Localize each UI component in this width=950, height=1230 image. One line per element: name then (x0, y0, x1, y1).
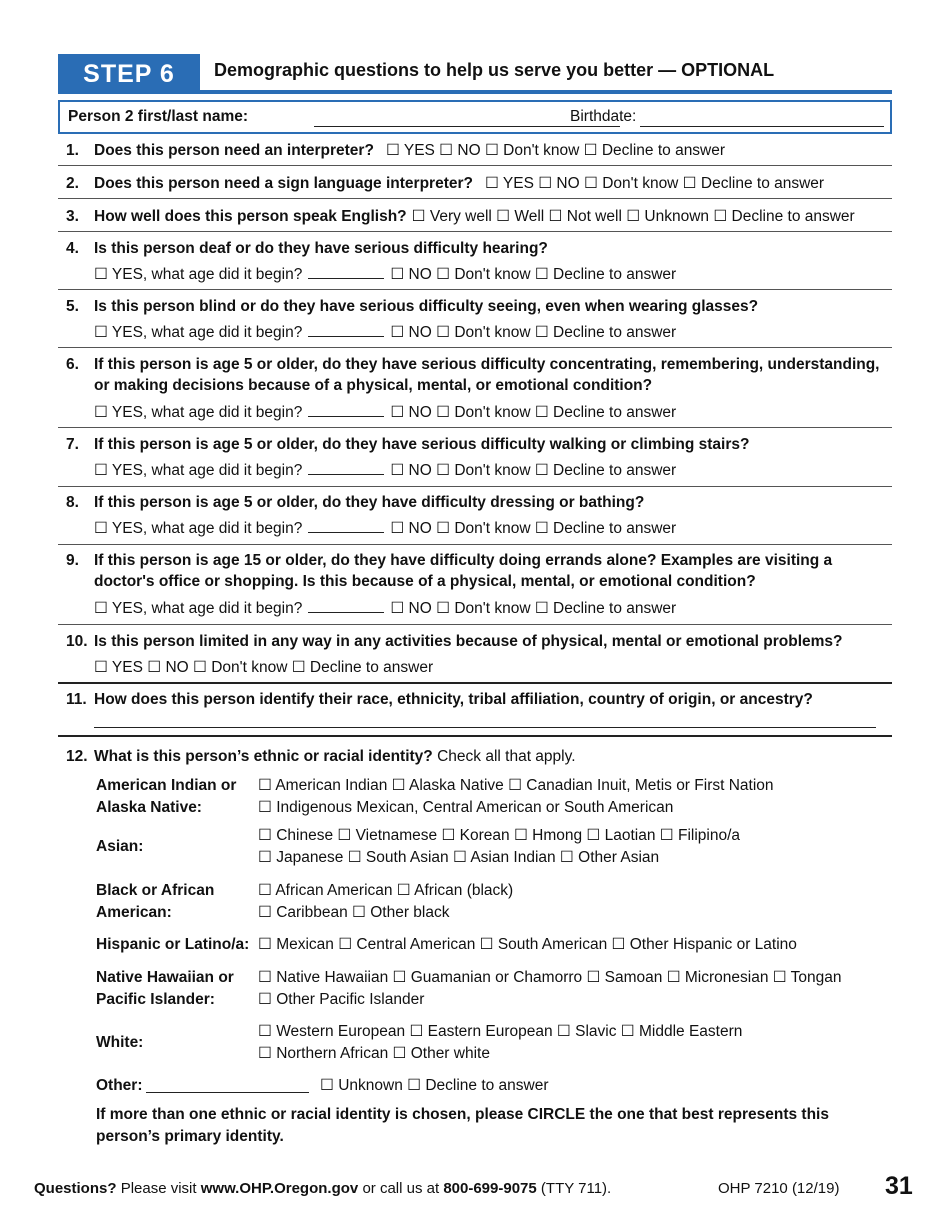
website-link[interactable]: www.OHP.Oregon.gov (200, 1180, 359, 1197)
person-info-box (58, 100, 892, 134)
race-options-line[interactable]: ☐ Native Hawaiian ☐ Guamanian or Chamorro ☐ Samoan ☐ Micronesian ☐ Tongan (258, 969, 842, 986)
age-field[interactable] (308, 402, 384, 417)
answer-options[interactable] (94, 518, 676, 539)
question-text: Does this person need a sign language interpreter? (94, 175, 473, 192)
birthdate-field[interactable] (640, 126, 884, 127)
question-number: 8. (66, 494, 79, 511)
race-options-line[interactable]: ☐ Western European ☐ Eastern European ☐ Slavic ☐ Middle Eastern (258, 1023, 743, 1040)
other-options[interactable]: ☐ Unknown ☐ Decline to answer (320, 1077, 549, 1094)
circle-instruction: If more than one ethnic or racial identity is chosen, please CIRCLE the one that best represents this person’s primary identity. (96, 1106, 829, 1145)
question-number: 4. (66, 240, 79, 257)
race-category-label: Black or African American: (96, 882, 215, 921)
step-badge: STEP 6 (58, 54, 200, 94)
answer-options[interactable] (94, 264, 676, 285)
race-category-label: American Indian or Alaska Native: (96, 777, 237, 816)
race-options-line[interactable]: ☐ Japanese ☐ South Asian ☐ Asian Indian ☐ Other Asian (258, 849, 660, 866)
race-options-line[interactable]: ☐ African American ☐ African (black) (258, 882, 514, 899)
divider (58, 165, 892, 166)
question-text: Is this person limited in any way in any activities because of physical, mental or emotional problems? (94, 633, 843, 650)
footer-questions-label: Questions? (34, 1180, 117, 1197)
race-options-line[interactable]: ☐ American Indian ☐ Alaska Native ☐ Canadian Inuit, Metis or First Nation (258, 777, 774, 794)
answer-options[interactable] (94, 460, 676, 481)
age-field[interactable] (308, 518, 384, 533)
other-options[interactable]: ☐ NO ☐ Don't know ☐ Decline to answer (390, 324, 677, 341)
page-number: 31 (885, 1172, 913, 1200)
race-category-label: Asian: (96, 838, 144, 855)
other-options[interactable]: ☐ NO ☐ Don't know ☐ Decline to answer (390, 600, 677, 617)
race-category-label: Hispanic or Latino/a: (96, 936, 250, 953)
footer-visit-text: Please visit (120, 1180, 197, 1197)
race-category-label: Native Hawaiian or Pacific Islander: (96, 969, 234, 1008)
other-options[interactable]: ☐ NO ☐ Don't know ☐ Decline to answer (390, 520, 677, 537)
other-label: Other: (96, 1077, 143, 1094)
footer-contact (34, 1180, 611, 1197)
person-name-label: Person 2 first/last name: (68, 108, 249, 125)
divider (58, 289, 892, 290)
form-number: OHP 7210 (12/19) (718, 1180, 840, 1197)
divider (58, 347, 892, 348)
divider (58, 624, 892, 625)
question-number: 9. (66, 552, 79, 569)
age-field[interactable] (308, 264, 384, 279)
header-rule (58, 90, 892, 94)
question-text: How well does this person speak English? (94, 208, 407, 225)
age-field[interactable] (308, 460, 384, 475)
question-text: Is this person blind or do they have serious difficulty seeing, even when wearing glasses? (94, 298, 759, 315)
question-number: 2. (66, 175, 79, 192)
question-text: If this person is age 15 or older, do they have difficulty doing errands alone? Examples are visiting a doctor's office or shopping. Is this because of a physical, mental, or emotional condition? (94, 552, 833, 590)
birthdate-label: Birthdate: (570, 108, 637, 125)
divider (58, 735, 892, 737)
divider (58, 682, 892, 684)
race-options-line[interactable]: ☐ Caribbean ☐ Other black (258, 904, 450, 921)
question-text: If this person is age 5 or older, do they have serious difficulty walking or climbing stairs? (94, 436, 750, 453)
divider (58, 427, 892, 428)
question-number: 1. (66, 142, 79, 159)
question-text: Does this person need an interpreter? (94, 142, 374, 159)
question-number: 5. (66, 298, 79, 315)
question-text: How does this person identify their race, ethnicity, tribal affiliation, country of origin, or ancestry? (94, 691, 813, 708)
person-name-field[interactable] (314, 126, 620, 127)
answer-options[interactable] (94, 322, 676, 343)
age-field[interactable] (308, 598, 384, 613)
question-number: 10. (66, 633, 88, 650)
question-text: If this person is age 5 or older, do they have difficulty dressing or bathing? (94, 494, 645, 511)
divider (58, 198, 892, 199)
ancestry-field[interactable] (94, 727, 876, 728)
divider (58, 231, 892, 232)
question-number: 7. (66, 436, 79, 453)
other-options[interactable]: ☐ NO ☐ Don't know ☐ Decline to answer (390, 266, 677, 283)
other-field[interactable] (146, 1092, 309, 1093)
question-number: 6. (66, 356, 79, 373)
answer-options[interactable] (94, 598, 676, 619)
answer-options[interactable]: ☐ YES ☐ NO ☐ Don't know ☐ Decline to answer (484, 175, 825, 192)
divider (58, 486, 892, 487)
question-text: What is this person’s ethnic or racial identity? (94, 748, 433, 765)
question-text: If this person is age 5 or older, do they have serious difficulty concentrating, remembering, understanding, or making decisions because of a physical, mental, or emotional condition? (94, 356, 880, 394)
other-options[interactable]: ☐ NO ☐ Don't know ☐ Decline to answer (390, 404, 677, 421)
yes-age-option[interactable]: ☐ YES, what age did it begin? (94, 266, 303, 283)
question-note: Check all that apply. (437, 748, 576, 765)
answer-options[interactable]: ☐ Very well ☐ Well ☐ Not well ☐ Unknown ☐ Decline to answer (411, 208, 855, 225)
yes-age-option[interactable]: ☐ YES, what age did it begin? (94, 404, 303, 421)
answer-options[interactable]: ☐ YES ☐ NO ☐ Don't know ☐ Decline to answer (385, 142, 726, 159)
race-category-label: White: (96, 1034, 144, 1051)
answer-options[interactable]: ☐ YES ☐ NO ☐ Don't know ☐ Decline to answer (94, 659, 434, 676)
question-number: 12. (66, 748, 88, 765)
tty-number: (TTY 711). (540, 1180, 612, 1197)
question-number: 3. (66, 208, 79, 225)
race-options-line[interactable]: ☐ Mexican ☐ Central American ☐ South American ☐ Other Hispanic or Latino (258, 936, 797, 953)
race-options-line[interactable]: ☐ Other Pacific Islander (258, 991, 425, 1008)
yes-age-option[interactable]: ☐ YES, what age did it begin? (94, 324, 303, 341)
yes-age-option[interactable]: ☐ YES, what age did it begin? (94, 462, 303, 479)
yes-age-option[interactable]: ☐ YES, what age did it begin? (94, 600, 303, 617)
question-number: 11. (66, 691, 87, 708)
phone-number[interactable]: 800-699-9075 (443, 1180, 537, 1197)
age-field[interactable] (308, 322, 384, 337)
race-options-line[interactable]: ☐ Northern African ☐ Other white (258, 1045, 490, 1062)
answer-options[interactable] (94, 402, 676, 423)
footer-call-text: or call us at (362, 1180, 440, 1197)
yes-age-option[interactable]: ☐ YES, what age did it begin? (94, 520, 303, 537)
section-title: Demographic questions to help us serve you better — OPTIONAL (214, 60, 775, 80)
other-options[interactable]: ☐ NO ☐ Don't know ☐ Decline to answer (390, 462, 677, 479)
race-options-line[interactable]: ☐ Chinese ☐ Vietnamese ☐ Korean ☐ Hmong ☐ Laotian ☐ Filipino/a (258, 827, 741, 844)
divider (58, 544, 892, 545)
question-text: Is this person deaf or do they have serious difficulty hearing? (94, 240, 548, 257)
race-options-line[interactable]: ☐ Indigenous Mexican, Central American or South American (258, 799, 674, 816)
